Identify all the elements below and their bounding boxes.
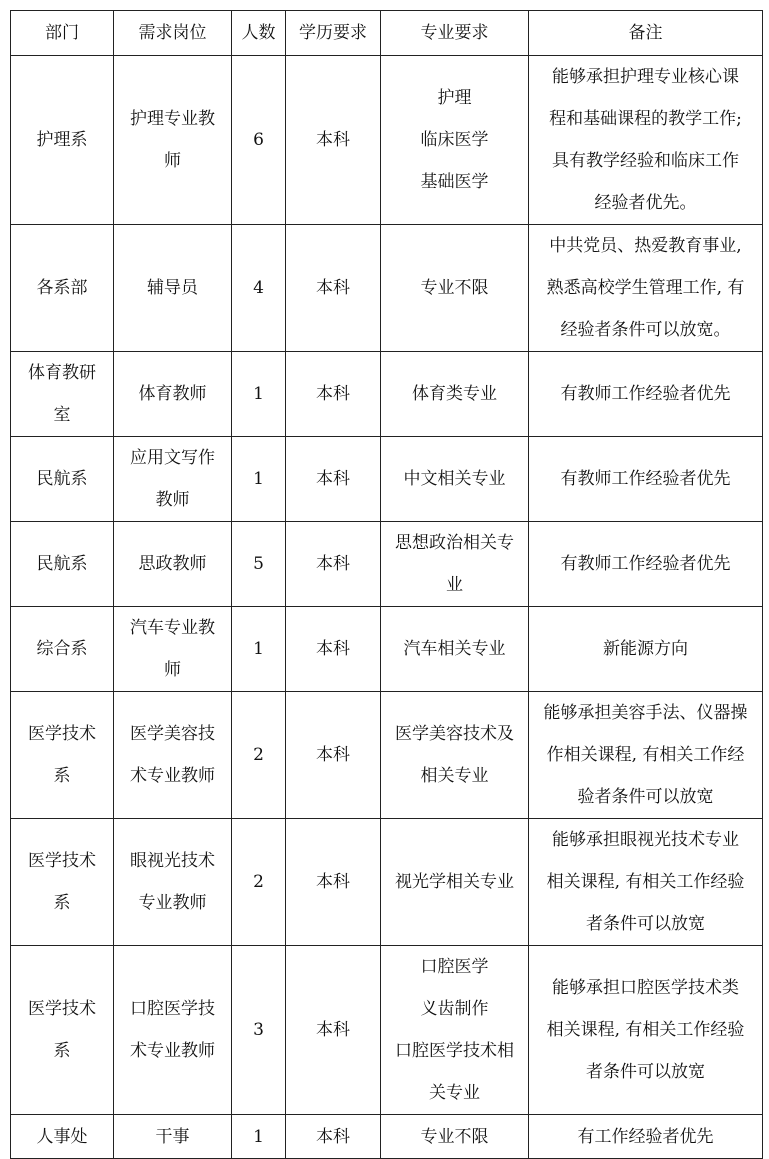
cell-headcount: 1 xyxy=(232,352,286,437)
cell-education: 本科 xyxy=(286,56,381,225)
cell-major: 汽车相关专业 xyxy=(381,607,529,692)
cell-headcount: 1 xyxy=(232,607,286,692)
cell-remarks: 能够承担眼视光技术专业 相关课程, 有相关工作经验 者条件可以放宽 xyxy=(529,819,763,946)
cell-department: 民航系 xyxy=(11,522,114,607)
cell-position: 应用文写作 教师 xyxy=(114,437,232,522)
cell-remarks: 有教师工作经验者优先 xyxy=(529,352,763,437)
cell-department: 医学技术 系 xyxy=(11,692,114,819)
table-row xyxy=(11,522,763,607)
table-row xyxy=(11,607,763,692)
cell-position: 眼视光技术 专业教师 xyxy=(114,819,232,946)
header-education: 学历要求 xyxy=(286,11,381,56)
cell-headcount: 3 xyxy=(232,946,286,1115)
header-remarks: 备注 xyxy=(529,11,763,56)
cell-remarks: 中共党员、热爱教育事业, 熟悉高校学生管理工作, 有 经验者条件可以放宽。 xyxy=(529,225,763,352)
cell-major: 护理 临床医学 基础医学 xyxy=(381,56,529,225)
table-row xyxy=(11,352,763,437)
cell-major: 专业不限 xyxy=(381,225,529,352)
cell-department: 民航系 xyxy=(11,437,114,522)
table-row xyxy=(11,819,763,946)
cell-education: 本科 xyxy=(286,1115,381,1159)
cell-education: 本科 xyxy=(286,946,381,1115)
table-row xyxy=(11,946,763,1115)
cell-position: 体育教师 xyxy=(114,352,232,437)
cell-education: 本科 xyxy=(286,437,381,522)
cell-headcount: 1 xyxy=(232,437,286,522)
cell-position: 医学美容技 术专业教师 xyxy=(114,692,232,819)
cell-headcount: 4 xyxy=(232,225,286,352)
cell-department: 体育教研 室 xyxy=(11,352,114,437)
cell-major: 思想政治相关专 业 xyxy=(381,522,529,607)
recruitment-table xyxy=(10,10,763,1159)
cell-education: 本科 xyxy=(286,352,381,437)
table-row xyxy=(11,56,763,225)
table-row xyxy=(11,1115,763,1159)
cell-major: 视光学相关专业 xyxy=(381,819,529,946)
cell-position: 护理专业教 师 xyxy=(114,56,232,225)
header-headcount: 人数 xyxy=(232,11,286,56)
cell-remarks: 能够承担口腔医学技术类 相关课程, 有相关工作经验 者条件可以放宽 xyxy=(529,946,763,1115)
cell-department: 综合系 xyxy=(11,607,114,692)
cell-headcount: 5 xyxy=(232,522,286,607)
cell-education: 本科 xyxy=(286,819,381,946)
cell-education: 本科 xyxy=(286,692,381,819)
cell-position: 口腔医学技 术专业教师 xyxy=(114,946,232,1115)
cell-headcount: 1 xyxy=(232,1115,286,1159)
cell-position: 思政教师 xyxy=(114,522,232,607)
cell-major: 体育类专业 xyxy=(381,352,529,437)
table-row xyxy=(11,437,763,522)
cell-department: 各系部 xyxy=(11,225,114,352)
header-position: 需求岗位 xyxy=(114,11,232,56)
cell-department: 医学技术 系 xyxy=(11,819,114,946)
cell-headcount: 6 xyxy=(232,56,286,225)
header-row xyxy=(11,11,763,56)
cell-headcount: 2 xyxy=(232,819,286,946)
header-department: 部门 xyxy=(11,11,114,56)
cell-position: 辅导员 xyxy=(114,225,232,352)
cell-remarks: 能够承担护理专业核心课 程和基础课程的教学工作; 具有教学经验和临床工作 经验者优先。 xyxy=(529,56,763,225)
cell-position: 干事 xyxy=(114,1115,232,1159)
cell-remarks: 有教师工作经验者优先 xyxy=(529,522,763,607)
cell-major: 专业不限 xyxy=(381,1115,529,1159)
cell-remarks: 有教师工作经验者优先 xyxy=(529,437,763,522)
cell-education: 本科 xyxy=(286,607,381,692)
cell-remarks: 能够承担美容手法、仪器操 作相关课程, 有相关工作经 验者条件可以放宽 xyxy=(529,692,763,819)
table-row xyxy=(11,225,763,352)
cell-major: 中文相关专业 xyxy=(381,437,529,522)
cell-remarks: 有工作经验者优先 xyxy=(529,1115,763,1159)
header-major: 专业要求 xyxy=(381,11,529,56)
cell-department: 护理系 xyxy=(11,56,114,225)
cell-headcount: 2 xyxy=(232,692,286,819)
cell-department: 医学技术 系 xyxy=(11,946,114,1115)
cell-major: 医学美容技术及 相关专业 xyxy=(381,692,529,819)
table-row xyxy=(11,692,763,819)
cell-education: 本科 xyxy=(286,225,381,352)
cell-major: 口腔医学 义齿制作 口腔医学技术相 关专业 xyxy=(381,946,529,1115)
cell-department: 人事处 xyxy=(11,1115,114,1159)
cell-position: 汽车专业教 师 xyxy=(114,607,232,692)
cell-remarks: 新能源方向 xyxy=(529,607,763,692)
cell-education: 本科 xyxy=(286,522,381,607)
